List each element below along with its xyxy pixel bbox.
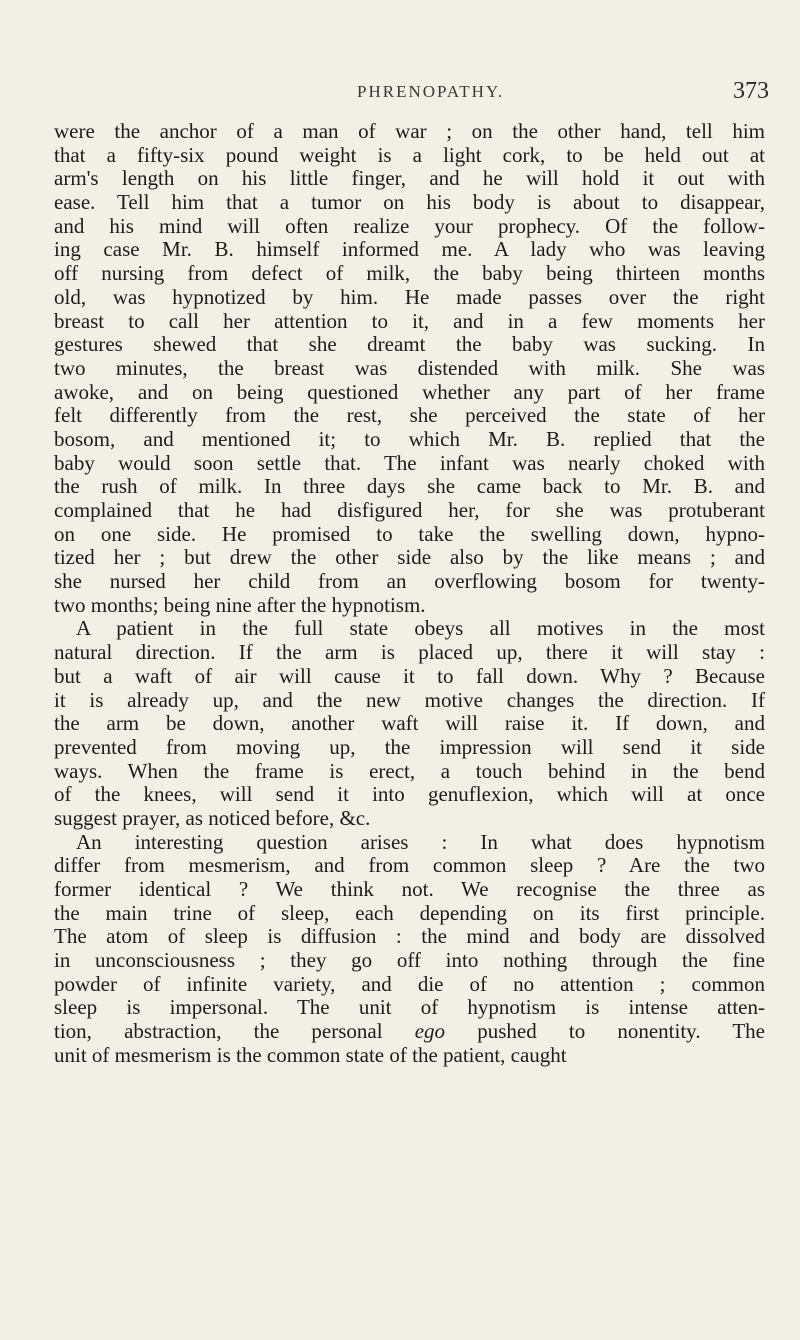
text-line: baby would soon settle that. The infant was nearly choked with (54, 450, 765, 475)
text-line: were the anchor of a man of war ; on the other hand, tell him (54, 119, 765, 143)
text-line: the rush of milk. In three days she came back to Mr. B. and (54, 474, 765, 499)
text-line: breast to call her attention to it, and in a few moments her (54, 308, 765, 333)
text-line: ing case Mr. B. himself informed me. A lady who was leaving (54, 237, 765, 262)
text-line: of the knees, will send it into genuflexion, which will at once (54, 782, 765, 807)
text-line: two minutes, the breast was distended with milk. She was (54, 355, 765, 380)
text-line: two months; being nine after the hypnotism. (54, 592, 426, 617)
text-line: An interesting question arises : In what does hypnotism (76, 829, 765, 854)
paragraph (54, 831, 765, 1068)
text-line: The atom of sleep is diffusion : the mind and body are dissolved (54, 924, 765, 949)
page-number: 373 (733, 78, 769, 104)
text-line: complained that he had disfigured her, for she was protuberant (54, 498, 765, 522)
text-line: bosom, and mentioned it; to which Mr. B. replied that the (54, 426, 765, 451)
text-line: prevented from moving up, the impression will send it side (54, 734, 765, 759)
text-line: felt differently from the rest, she perceived the state of her (54, 403, 765, 428)
text-line: former identical ? We think not. We recognise the three as (54, 877, 765, 901)
text-line: arm's length on his little finger, and he will hold it out with (54, 166, 765, 191)
running-head (0, 78, 800, 112)
text-line: natural direction. If the arm is placed up, there it will stay : (54, 640, 765, 665)
text-line: but a waft of air will cause it to fall down. Why ? Because (54, 663, 765, 688)
text-line: and his mind will often realize your prophecy. Of the follow- (54, 213, 765, 238)
text-line: gestures shewed that she dreamt the baby was sucking. In (54, 332, 765, 357)
text-line: that a fifty-six pound weight is a light cork, to be held out at (54, 142, 765, 167)
running-title: PHRENOPATHY. (357, 82, 505, 101)
text-line: A patient in the full state obeys all motives in the most (76, 616, 765, 641)
text-line: differ from mesmerism, and from common sleep ? Are the two (54, 853, 765, 878)
text-line: tion, abstraction, the personal ego pushed to nonentity. The (54, 1019, 765, 1044)
text-line: the arm be down, another waft will raise it. If down, and (54, 711, 765, 736)
text-line: unit of mesmerism is the common state of the patient, caught (54, 1042, 567, 1067)
text-line: ease. Tell him that a tumor on his body is about to disappear, (54, 190, 765, 215)
text-line: off nursing from defect of milk, the baby being thirteen months (54, 261, 765, 286)
text-line: sleep is impersonal. The unit of hypnotism is intense atten- (54, 995, 765, 1020)
text-line: on one side. He promised to take the swelling down, hypno- (54, 521, 765, 546)
text-line: ways. When the frame is erect, a touch behind in the bend (54, 758, 765, 783)
text-line: awoke, and on being questioned whether any part of her frame (54, 379, 765, 404)
paragraph (54, 120, 765, 617)
text-line: the main trine of sleep, each depending on its first principle. (54, 900, 765, 925)
paragraph (54, 617, 765, 830)
text-line: she nursed her child from an overflowing bosom for twenty- (54, 569, 765, 594)
text-line: tized her ; but drew the other side also by the like means ; and (54, 545, 765, 570)
text-line: old, was hypnotized by him. He made passes over the right (54, 284, 765, 309)
text-line: it is already up, and the new motive changes the direction. If (54, 687, 765, 712)
text-line: suggest prayer, as noticed before, &c. (54, 805, 371, 830)
text-line: in unconsciousness ; they go off into nothing through the fine (54, 948, 765, 973)
body-text (54, 120, 765, 1068)
text-line: powder of infinite variety, and die of no attention ; common (54, 971, 765, 996)
